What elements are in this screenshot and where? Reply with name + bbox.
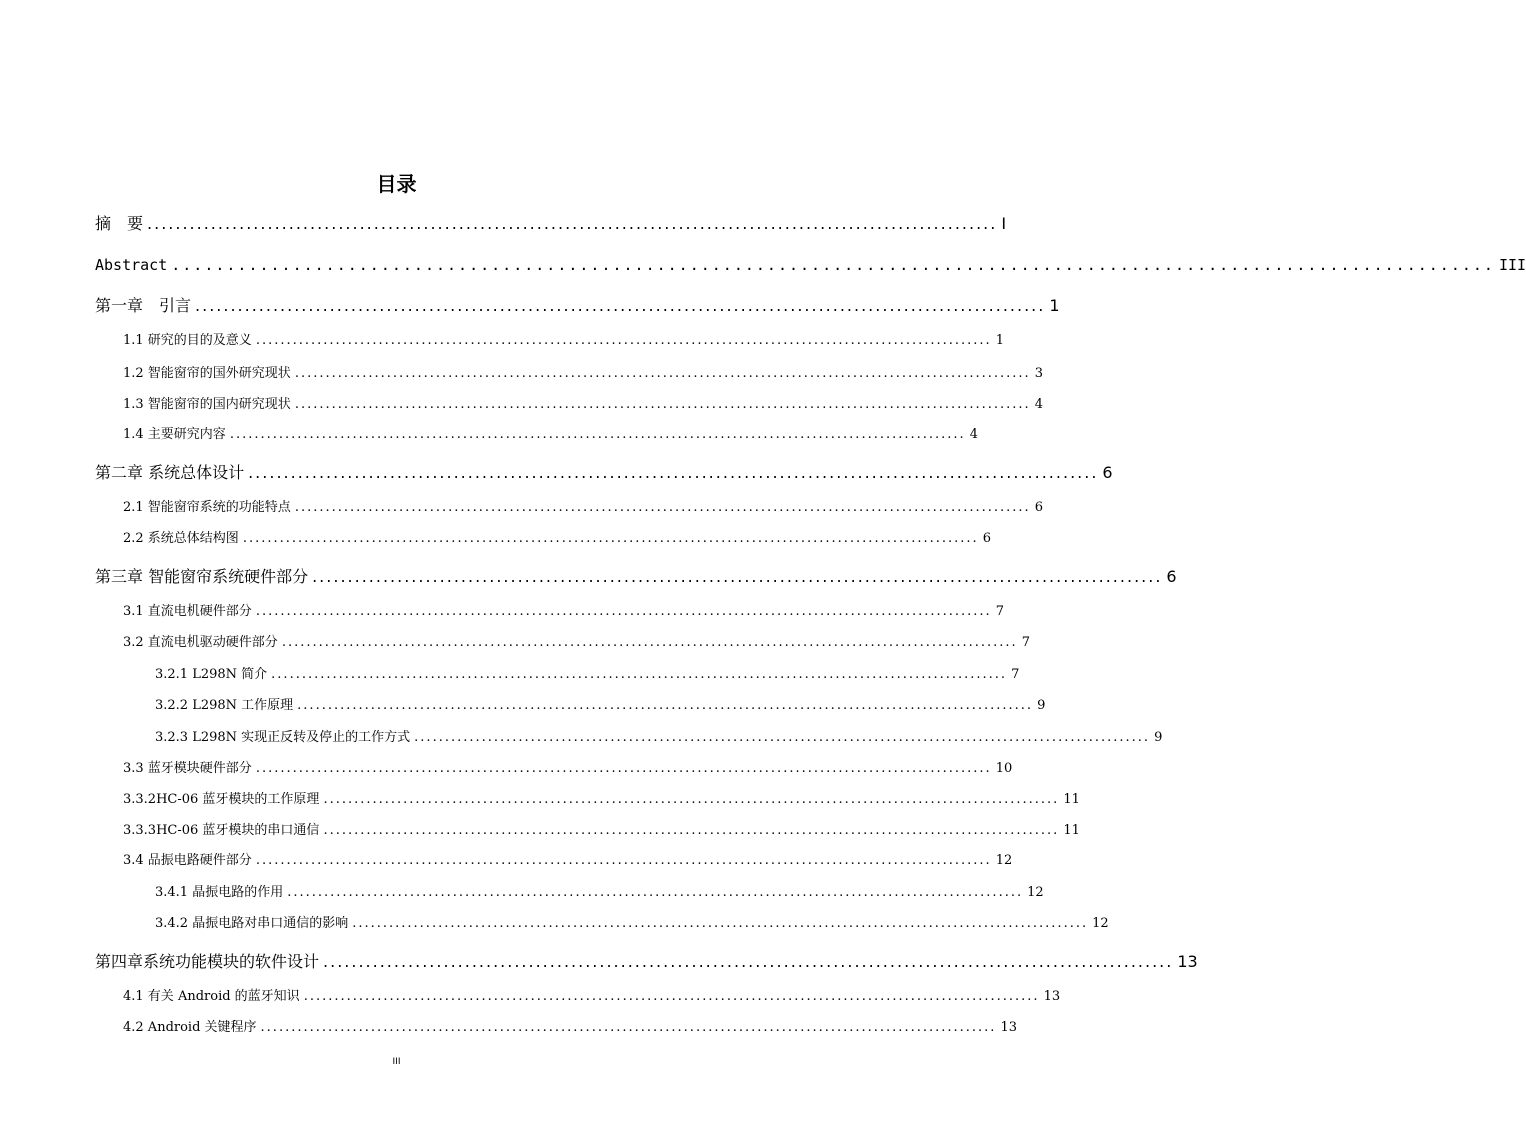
toc-entry-label: Abstract bbox=[95, 256, 168, 274]
footer-page-number: III bbox=[392, 1057, 401, 1067]
toc-entry-page: 6 bbox=[1166, 567, 1177, 586]
toc-leader: ........................................................................................................................ bbox=[303, 989, 1040, 1004]
toc-leader: ........................................................................................................................ bbox=[229, 427, 966, 442]
toc-entry-label: 3.3.3HC-06 蓝牙模块的串口通信 bbox=[123, 823, 320, 838]
toc-entry-page: 7 bbox=[1011, 667, 1020, 682]
toc-entry-page: 4 bbox=[969, 427, 978, 442]
toc-leader: ........................................................................................................................ bbox=[260, 1020, 997, 1035]
toc-entry-chapter-4[interactable] bbox=[95, 951, 1198, 973]
toc-entry-2-1[interactable] bbox=[123, 499, 1043, 517]
toc-entry-3-2[interactable] bbox=[123, 634, 1030, 652]
toc-leader: ........................................................................................................................ bbox=[323, 823, 1060, 838]
toc-leader: ........................................................................................................................ bbox=[294, 366, 1031, 381]
toc-entry-page: 6 bbox=[982, 531, 991, 546]
toc-entry-label: 1.1 研究的目的及意义 bbox=[123, 333, 252, 348]
toc-entry-label: 3.4.2 晶振电路对串口通信的影响 bbox=[155, 916, 349, 931]
toc-entry-3-2-3[interactable] bbox=[155, 729, 1163, 747]
toc-entry-label: 3.3 蓝牙模块硬件部分 bbox=[123, 761, 252, 776]
toc-entry-label: 3.3.2HC-06 蓝牙模块的工作原理 bbox=[123, 792, 320, 807]
toc-entry-3-4-2[interactable] bbox=[155, 915, 1109, 933]
toc-entry-3-1[interactable] bbox=[123, 603, 1004, 621]
toc-entry-abstract-cn[interactable] bbox=[95, 213, 1007, 235]
toc-entry-label: 3.1 直流电机硬件部分 bbox=[123, 604, 252, 619]
toc-leader: ........................................................................................................................ bbox=[323, 952, 1174, 971]
toc-entry-page: 13 bbox=[1177, 952, 1198, 971]
toc-entry-label: 4.1 有关 Android 的蓝牙知识 bbox=[123, 989, 300, 1004]
toc-entry-page: 12 bbox=[1092, 916, 1109, 931]
toc-entry-label: 第四章系统功能模块的软件设计 bbox=[95, 952, 320, 971]
toc-leader: ........................................................................................................................ bbox=[147, 214, 998, 233]
toc-entry-label: 2.1 智能窗帘系统的功能特点 bbox=[123, 500, 291, 515]
toc-entry-label: 第一章 引言 bbox=[95, 296, 192, 315]
toc-entry-3-3-3[interactable] bbox=[123, 822, 1080, 840]
toc-entry-page: 13 bbox=[1000, 1020, 1017, 1035]
toc-leader: ........................................................................................................................ bbox=[312, 567, 1163, 586]
toc-entry-3-4[interactable] bbox=[123, 852, 1013, 870]
toc-leader: ........................................................................................................................ bbox=[294, 500, 1031, 515]
toc-entry-4-2[interactable] bbox=[123, 1019, 1017, 1037]
toc-entry-2-2[interactable] bbox=[123, 530, 991, 548]
toc-leader: ........................................................................................................................ bbox=[414, 730, 1151, 745]
toc-leader: ........................................................................................................................ bbox=[171, 256, 1495, 274]
toc-entry-page: 11 bbox=[1063, 792, 1080, 807]
toc-entry-page: 11 bbox=[1063, 823, 1080, 838]
toc-entry-3-3-2[interactable] bbox=[123, 791, 1080, 809]
toc-entry-page: III bbox=[1498, 256, 1526, 274]
toc-entry-chapter-3[interactable] bbox=[95, 566, 1177, 588]
toc-leader: ........................................................................................................................ bbox=[287, 885, 1024, 900]
toc-entry-page: 7 bbox=[1021, 635, 1030, 650]
toc-leader: ........................................................................................................................ bbox=[352, 916, 1089, 931]
toc-entry-page: 9 bbox=[1037, 698, 1046, 713]
toc-leader: ........................................................................................................................ bbox=[248, 463, 1099, 482]
toc-entry-page: 12 bbox=[1027, 885, 1044, 900]
toc-leader: ........................................................................................................................ bbox=[242, 531, 979, 546]
toc-entry-page: 3 bbox=[1034, 366, 1043, 381]
toc-leader: ........................................................................................................................ bbox=[271, 667, 1008, 682]
toc-entry-page: 1 bbox=[995, 333, 1004, 348]
toc-entry-label: 3.2 直流电机驱动硬件部分 bbox=[123, 635, 278, 650]
toc-leader: ........................................................................................................................ bbox=[297, 698, 1034, 713]
toc-leader: ........................................................................................................................ bbox=[255, 761, 992, 776]
toc-entry-chapter-2[interactable] bbox=[95, 462, 1113, 484]
toc-entry-label: 1.4 主要研究内容 bbox=[123, 427, 226, 442]
toc-entry-abstract-en[interactable] bbox=[95, 254, 1526, 276]
toc-leader: ........................................................................................................................ bbox=[255, 333, 992, 348]
toc-entry-page: 1 bbox=[1049, 296, 1060, 315]
toc-entry-3-3[interactable] bbox=[123, 760, 1013, 778]
toc-entry-4-1[interactable] bbox=[123, 988, 1061, 1006]
toc-entry-1-3[interactable] bbox=[123, 396, 1043, 414]
toc-entry-label: 3.4.1 晶振电路的作用 bbox=[155, 885, 284, 900]
toc-entry-page: 13 bbox=[1043, 989, 1061, 1004]
toc-entry-chapter-1[interactable] bbox=[95, 295, 1060, 317]
toc-leader: ........................................................................................................................ bbox=[255, 604, 992, 619]
toc-entry-label: 摘 要 bbox=[95, 214, 144, 233]
toc-entry-3-2-1[interactable] bbox=[155, 666, 1020, 684]
toc-entry-3-2-2[interactable] bbox=[155, 697, 1046, 715]
toc-entry-label: 4.2 Android 关键程序 bbox=[123, 1020, 257, 1035]
toc-entry-label: 3.2.1 L298N 简介 bbox=[155, 667, 268, 682]
toc-entry-label: 2.2 系统总体结构图 bbox=[123, 531, 239, 546]
toc-entry-page: 12 bbox=[995, 853, 1013, 868]
page-title: 目录 bbox=[376, 172, 417, 196]
toc-entry-page: 10 bbox=[995, 761, 1013, 776]
toc-entry-1-2[interactable] bbox=[123, 365, 1043, 383]
toc-entry-page: I bbox=[1001, 214, 1007, 233]
toc-entry-label: 3.2.2 L298N 工作原理 bbox=[155, 698, 294, 713]
toc-entry-page: 6 bbox=[1034, 500, 1043, 515]
toc-entry-page: 4 bbox=[1034, 397, 1043, 412]
toc-leader: ........................................................................................................................ bbox=[195, 296, 1046, 315]
toc-entry-page: 9 bbox=[1154, 730, 1163, 745]
toc-entry-page: 6 bbox=[1102, 463, 1113, 482]
toc-leader: ........................................................................................................................ bbox=[323, 792, 1060, 807]
toc-entry-3-4-1[interactable] bbox=[155, 884, 1044, 902]
toc-leader: ........................................................................................................................ bbox=[255, 853, 992, 868]
toc-entry-label: 第二章 系统总体设计 bbox=[95, 463, 245, 482]
toc-entry-label: 1.2 智能窗帘的国外研究现状 bbox=[123, 366, 291, 381]
toc-leader: ........................................................................................................................ bbox=[281, 635, 1018, 650]
toc-leader: ........................................................................................................................ bbox=[294, 397, 1031, 412]
toc-entry-page: 7 bbox=[995, 604, 1004, 619]
toc-entry-label: 1.3 智能窗帘的国内研究现状 bbox=[123, 397, 291, 412]
toc-entry-label: 第三章 智能窗帘系统硬件部分 bbox=[95, 567, 309, 586]
toc-entry-1-4[interactable] bbox=[123, 426, 978, 444]
toc-entry-label: 3.4 品振电路硬件部分 bbox=[123, 853, 252, 868]
toc-entry-label: 3.2.3 L298N 实现正反转及停止的工作方式 bbox=[155, 730, 411, 745]
toc-entry-1-1[interactable] bbox=[123, 332, 1004, 350]
